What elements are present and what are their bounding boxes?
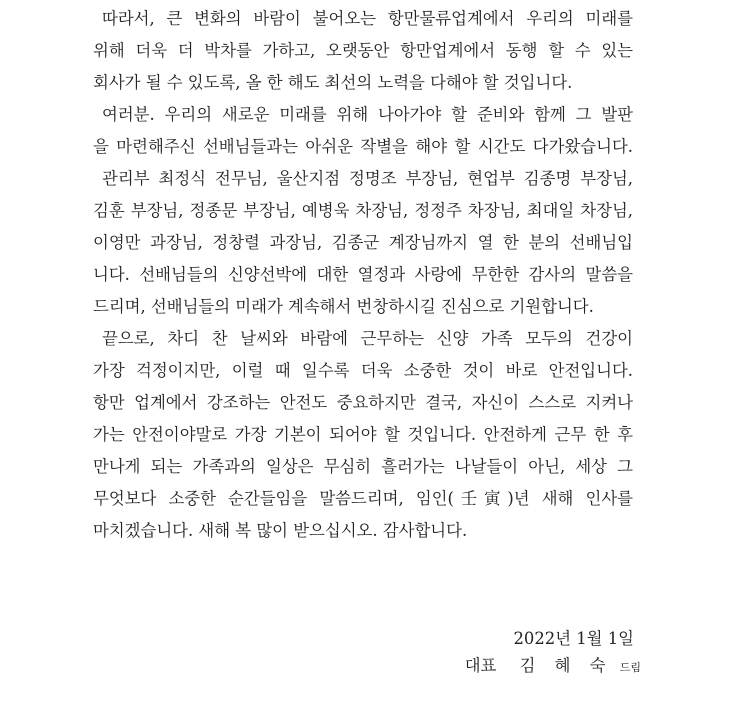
signer-name: 김 혜 숙 (519, 656, 613, 675)
text-line: 가는 안전이야말로 가장 기본이 되어야 할 것입니다. 안전하게 근무 한 후 (93, 425, 633, 444)
signer-suffix: 드림 (619, 661, 641, 674)
text-line: 을 마련해주신 선배님들과는 아쉬운 작별을 해야 할 시간도 다가왔습니다. (93, 137, 633, 156)
text-line: 드리며, 선배님들의 미래가 계속해서 번창하시길 진심으로 기원합니다. (93, 297, 594, 316)
paragraph (93, 323, 633, 547)
text-line: 관리부 최정식 전무님, 울산지점 정명조 부장님, 현업부 김종명 부장님, (102, 169, 633, 188)
letter-date: 2022년 1월 1일 (513, 629, 634, 648)
text-line: 따라서, 큰 변화의 바람이 불어오는 항만물류업계에서 우리의 미래를 (102, 9, 633, 28)
paragraph (93, 99, 633, 163)
text-line: 회사가 될 수 있도록, 올 한 해도 최선의 노력을 다해야 할 것입니다. (93, 73, 573, 92)
text-line: 마치겠습니다. 새해 복 많이 받으십시오. 감사합니다. (93, 521, 468, 540)
paragraph (93, 163, 633, 323)
text-line: 위해 더욱 더 박차를 가하고, 오랫동안 항만업계에서 동행 할 수 있는 (93, 41, 633, 60)
text-line: 무엇보다 소중한 순간들임을 말씀드리며, 임인(壬寅)년 새해 인사를 (93, 489, 633, 508)
text-line: 끝으로, 차디 찬 날씨와 바람에 근무하는 신양 가족 모두의 건강이 (102, 329, 633, 348)
text-line: 가장 걱정이지만, 이럴 때 일수록 더욱 소중한 것이 바로 안전입니다. (93, 361, 633, 380)
text-line: 김훈 부장님, 정종문 부장님, 예병욱 차장님, 정정주 차장님, 최대일 차장님, (93, 201, 633, 220)
paragraph (93, 3, 633, 99)
text-line: 만나게 되는 가족과의 일상은 무심히 흘러가는 나날들이 아닌, 세상 그 (93, 457, 633, 476)
signature-block (465, 654, 641, 680)
text-line: 니다. 선배님들의 신양선박에 대한 열정과 사랑에 무한한 감사의 말씀을 (93, 265, 633, 284)
letter-body (93, 3, 633, 547)
text-line: 이영만 과장님, 정창렬 과장님, 김종군 계장님까지 열 한 분의 선배님입 (93, 233, 633, 252)
text-line: 여러분. 우리의 새로운 미래를 위해 나아가야 할 준비와 함께 그 발판 (102, 105, 633, 124)
text-line: 항만 업계에서 강조하는 안전도 중요하지만 결국, 자신이 스스로 지켜나 (93, 393, 633, 412)
signer-title: 대표 (464, 656, 497, 675)
